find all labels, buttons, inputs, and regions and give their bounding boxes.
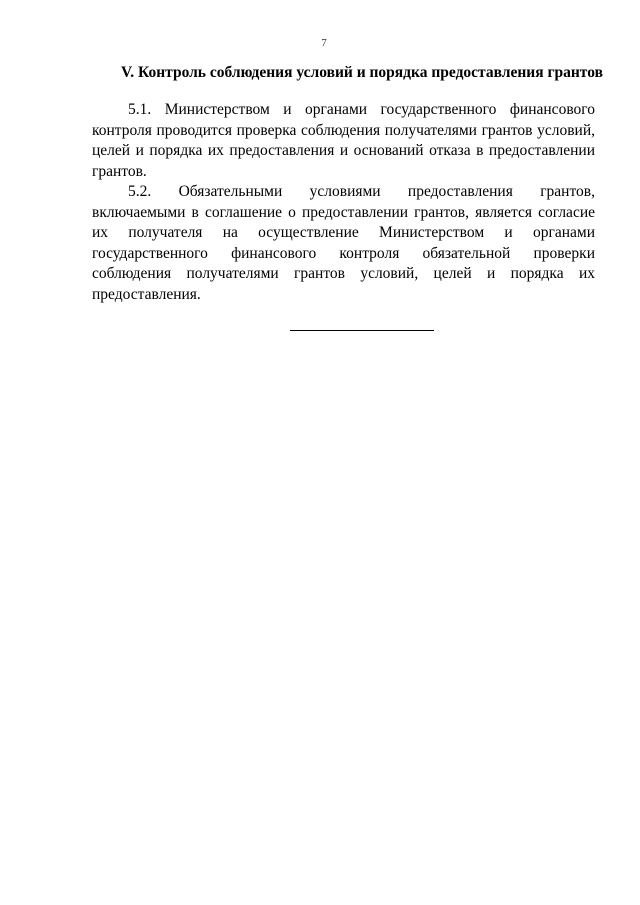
paragraph-5-2: 5.2. Обязательными условиями предоставления грантов, включаемыми в соглашение о предоставлении грантов, является согласие их получателя на осуществление Министерством и органами государственного финансового контроля обязательной проверки соблюдения получателями грантов условий, целей и порядка их предоставления. [92, 183, 595, 303]
end-of-document-rule [290, 330, 434, 331]
section-title: V. Контроль соблюдения условий и порядка предоставления грантов [121, 64, 603, 81]
page-number: 7 [321, 37, 327, 49]
paragraph-5-1: 5.1. Министерством и органами государственного финансового контроля проводится проверка соблюдения получателями грантов условий, целей и порядка их предоставления и оснований отказа в предоставлении грантов. [92, 101, 595, 180]
section-body [92, 100, 595, 305]
